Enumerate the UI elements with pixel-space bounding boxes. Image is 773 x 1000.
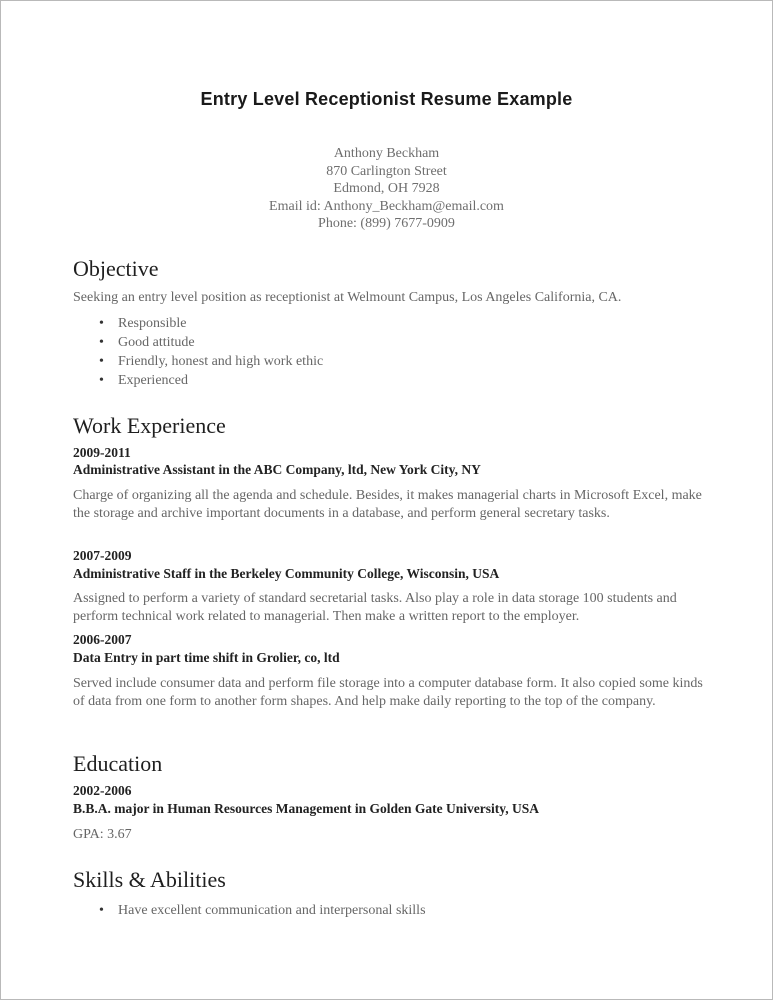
document-title: Entry Level Receptionist Resume Example [200, 89, 573, 109]
objective-heading: Objective [73, 256, 159, 281]
education-heading: Education [73, 751, 163, 776]
list-item: • Experienced [97, 371, 323, 390]
contact-name: Anthony Beckham [333, 146, 440, 161]
education-gpa: GPA: 3.67 [73, 827, 132, 842]
contact-email: Email id: Anthony_Beckham@email.com [269, 198, 504, 214]
objective-text: Seeking an entry level position as receptionist at Welmount Campus, Los Angeles California, CA. [73, 290, 622, 305]
job-role: Data Entry in part time shift in Grolier, co, ltd [73, 650, 340, 665]
skills-heading: Skills & Abilities [73, 867, 226, 892]
list-item: • Good attitude [97, 333, 323, 352]
list-item: • Friendly, honest and high work ethic [97, 352, 323, 371]
job-dates: 2009-2011 [73, 445, 131, 460]
job-description: Charge of organizing all the agenda and schedule. Besides, it makes managerial charts in Microsoft Excel, make the storage and archive important documents in a database, and perform general secretary tasks. [73, 488, 702, 521]
skills-bullet-list [97, 901, 426, 920]
education-degree: B.B.A. major in Human Resources Management in Golden Gate University, USA [73, 801, 540, 816]
job-dates: 2007-2009 [73, 548, 132, 563]
job-description: Served include consumer data and perform file storage into a computer database form. It also copied some kinds of data from one form to another form shapes. And help make daily reporting to the top of the company. [73, 676, 703, 709]
work-experience-heading: Work Experience [73, 413, 226, 438]
education-dates: 2002-2006 [73, 783, 132, 798]
objective-bullet-list [97, 314, 323, 390]
list-item: • Responsible [97, 314, 323, 333]
job-description: Assigned to perform a variety of standard secretarial tasks. Also play a role in data storage 100 students and perform technical work related to managerial. Then make a written report to the employer. [73, 591, 677, 624]
contact-city: Edmond, OH 7928 [333, 181, 440, 196]
contact-phone: Phone: (899) 7677-0909 [318, 216, 455, 231]
list-item: • Have excellent communication and interpersonal skills [97, 901, 426, 920]
job-role: Administrative Assistant in the ABC Company, ltd, New York City, NY [73, 462, 481, 477]
contact-street: 870 Carlington Street [326, 163, 447, 179]
job-role: Administrative Staff in the Berkeley Community College, Wisconsin, USA [73, 566, 500, 581]
job-dates: 2006-2007 [73, 632, 132, 647]
contact-block [1, 145, 772, 233]
